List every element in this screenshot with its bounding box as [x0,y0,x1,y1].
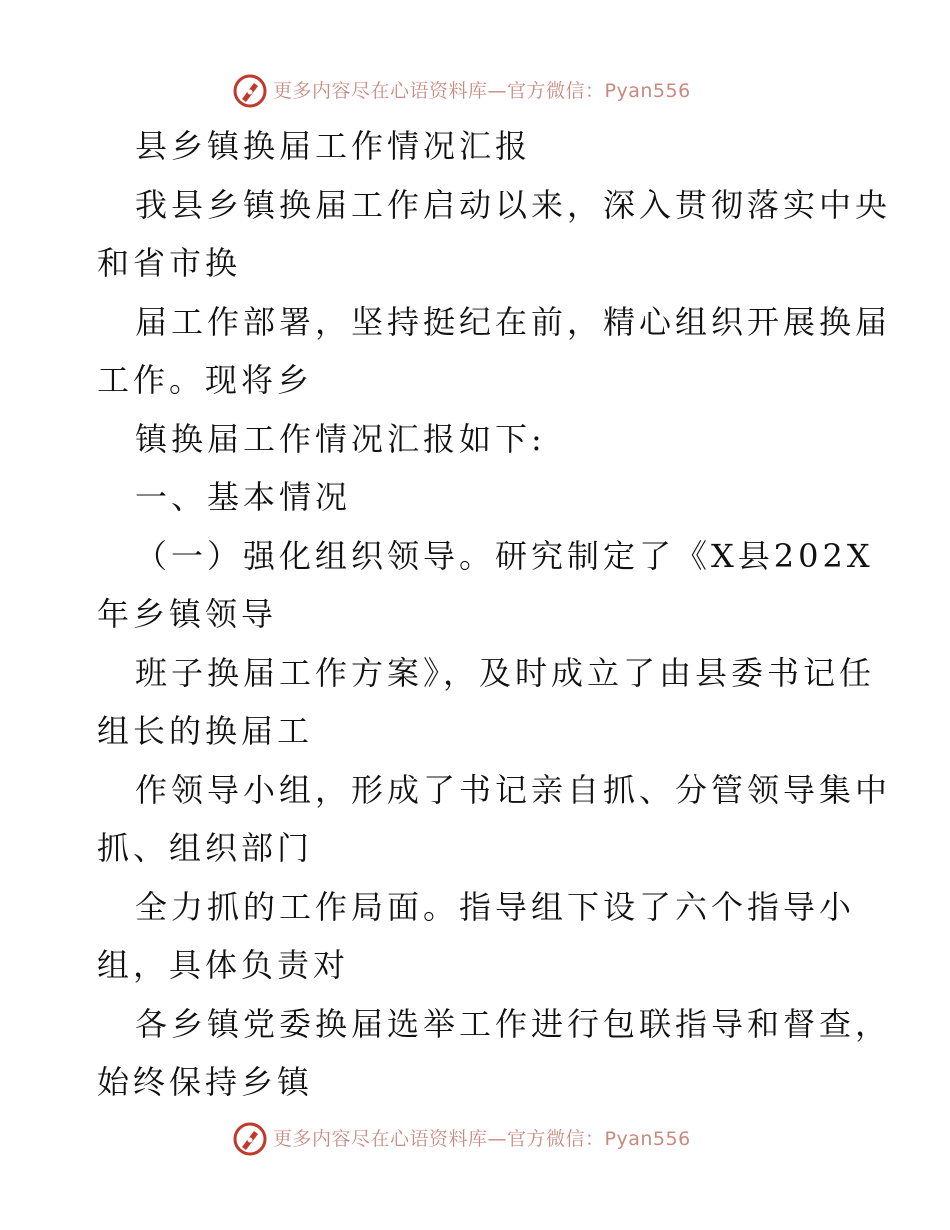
banner-text: 更多内容尽在心语资料库—官方微信：Pyan556 [273,80,691,102]
paragraph-line: 我县乡镇换届工作启动以来，深入贯彻落实中央 [135,186,892,224]
header-banner [0,73,950,109]
paragraph-line: 全力抓的工作局面。指导组下设了六个指导小 [135,888,856,926]
paragraph-line: （一）强化组织领导。研究制定了《X县202X [135,537,874,575]
banner-text: 更多内容尽在心语资料库—官方微信：Pyan556 [273,1128,691,1150]
paragraph-line: 和省市换 [97,244,242,282]
paragraph-line: 组，具体负责对 [97,946,350,984]
paragraph-line: 抓、组织部门 [97,829,314,867]
paragraph-line: 各乡镇党委换届选举工作进行包联指导和督查， [135,1005,892,1043]
pen-logo-icon [232,1121,268,1157]
paragraph-line: 届工作部署，坚持挺纪在前，精心组织开展换届 [135,303,892,341]
paragraph-line: 作领导小组，形成了书记亲自抓、分管领导集中 [135,771,892,809]
paragraph-line: 组长的换届工 [97,712,314,750]
paragraph-line: 工作。现将乡 [97,361,314,399]
paragraph-line: 始终保持乡镇 [97,1063,314,1101]
document-title: 县乡镇换届工作情况汇报 [135,127,532,165]
paragraph-line: 班子换届工作方案》，及时成立了由县委书记任 [135,654,876,692]
section-heading: 一、基本情况 [135,478,352,516]
footer-banner [0,1121,950,1157]
paragraph-line: 年乡镇领导 [97,595,278,633]
pen-logo-icon [232,73,268,109]
paragraph-line: 镇换届工作情况汇报如下: [135,420,546,458]
